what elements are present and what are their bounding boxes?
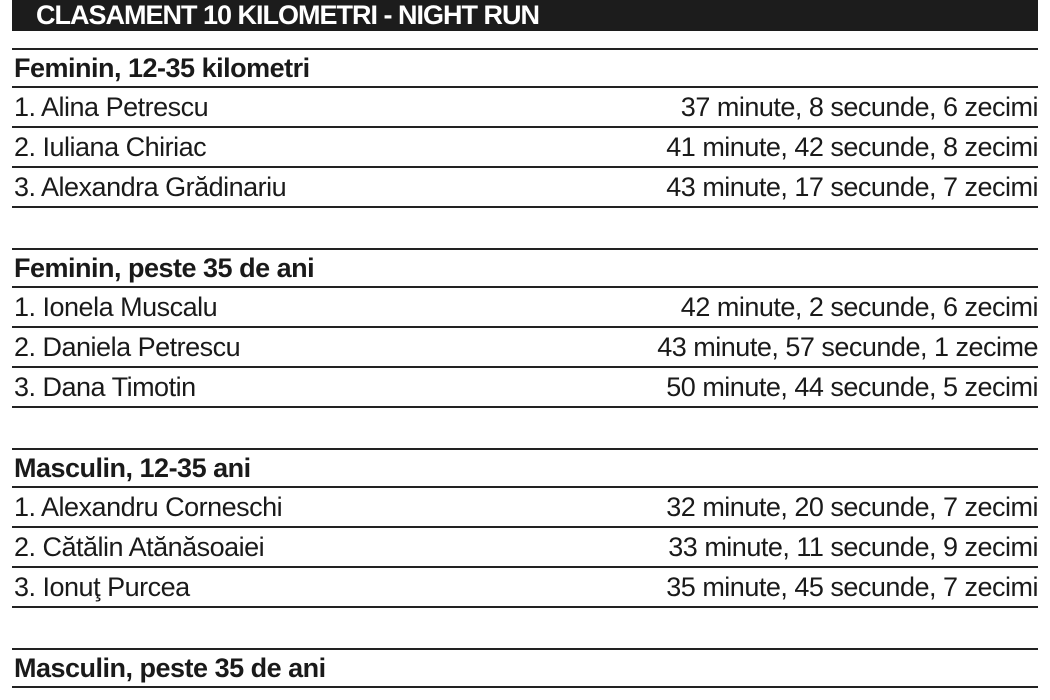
runner-name: 1. Alexandru Corneschi [14, 491, 283, 522]
runner-name: 3. Ionuţ Purcea [14, 571, 190, 602]
runner-time: 32 minute, 20 secunde, 7 zecimi [666, 491, 1038, 522]
runner-time: 33 minute, 11 secunde, 9 zecimi [668, 531, 1038, 562]
runner-time: 41 minute, 42 secunde, 8 zecimi [666, 131, 1038, 162]
runner-time: 43 minute, 57 secunde, 1 zecime [657, 331, 1038, 362]
result-row [12, 328, 1038, 368]
section-masculin-12-35 [12, 448, 1038, 608]
runner-time: 43 minute, 17 secunde, 7 zecimi [666, 171, 1038, 202]
runner-time: 42 minute, 2 secunde, 6 zecimi [680, 291, 1038, 322]
runner-time: 37 minute, 8 secunde, 6 zecimi [680, 91, 1038, 122]
result-row [12, 568, 1038, 608]
results-title: CLASAMENT 10 KILOMETRI - NIGHT RUN [12, 0, 1038, 31]
section-heading: Masculin, 12-35 ani [12, 448, 1038, 488]
runner-time: 50 minute, 44 secunde, 5 zecimi [666, 371, 1038, 402]
section-heading: Feminin, peste 35 de ani [12, 248, 1038, 288]
result-row [12, 488, 1038, 528]
runner-time: 35 minute, 45 secunde, 7 zecimi [666, 571, 1038, 602]
section-heading: Masculin, peste 35 de ani [12, 648, 1038, 688]
runner-name: 3. Dana Timotin [14, 371, 196, 402]
runner-name: 3. Alexandra Grădinariu [14, 171, 287, 202]
result-row [12, 168, 1038, 208]
result-row [12, 288, 1038, 328]
section-feminin-peste-35 [12, 248, 1038, 408]
runner-name: 2. Daniela Petrescu [14, 331, 241, 362]
result-row [12, 128, 1038, 168]
runner-name: 2. Iuliana Chiriac [14, 131, 207, 162]
section-feminin-12-35 [12, 48, 1038, 208]
result-row [12, 368, 1038, 408]
runner-name: 1. Ionela Muscalu [14, 291, 218, 322]
result-row [12, 528, 1038, 568]
runner-name: 2. Cătălin Atănăsoaiei [14, 531, 265, 562]
result-row [12, 88, 1038, 128]
section-masculin-peste-35 [12, 648, 1038, 688]
runner-name: 1. Alina Petrescu [14, 91, 209, 122]
section-heading: Feminin, 12-35 kilometri [12, 48, 1038, 88]
